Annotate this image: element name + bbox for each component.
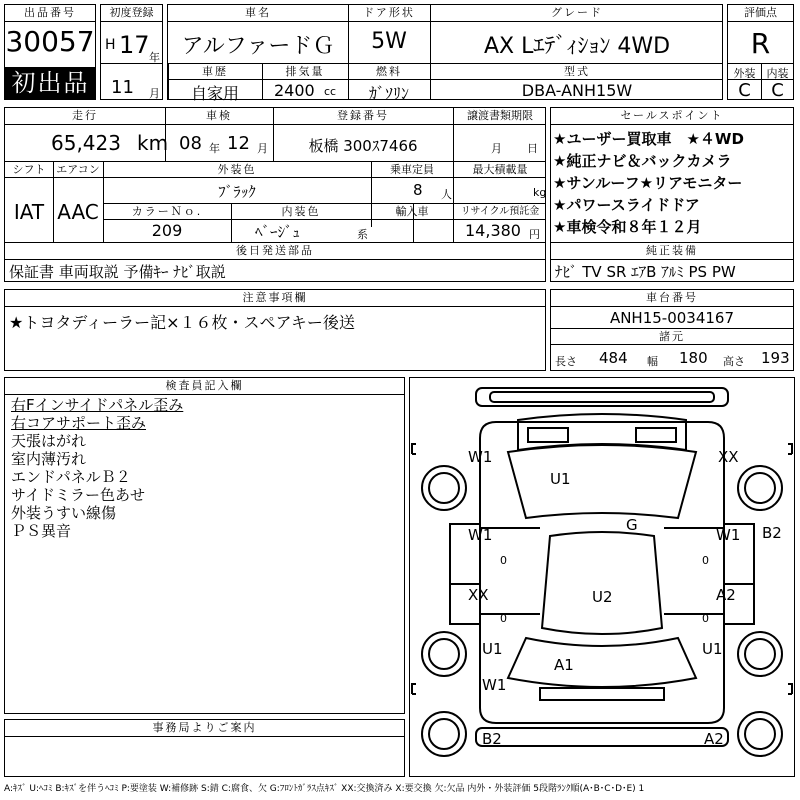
model: DBA-ANH15W (521, 81, 633, 100)
cautions-box (4, 289, 546, 371)
sales-point: ★パワースライドドア (553, 196, 700, 214)
later-parts-label: 後日発送部品 (5, 243, 545, 260)
cautions-label: 注意事項欄 (5, 290, 545, 307)
mark-u2-roof: U2 (592, 588, 613, 606)
mark-xx-left-rear-door: XX (468, 586, 489, 604)
mark-a1-rear-glass: A1 (554, 656, 574, 674)
spec-box (4, 107, 546, 243)
int-color-suffix: 系 (357, 228, 368, 241)
sales-point: ★ユーザー買取車 ★４WD (553, 130, 744, 148)
lot-label: 出品番号 (5, 5, 95, 22)
height: 193 (761, 349, 790, 367)
reg-no: 板橋 300ｽ7466 (308, 137, 418, 155)
equipment-text: ﾅﾋﾞ TV SR ｴｱB ｱﾙﾐ PS PW (555, 263, 736, 281)
mileage-unit: km (137, 131, 169, 155)
car-outline (410, 378, 794, 776)
ext-color-label: 外装色 (217, 163, 257, 176)
mark-b2-right-side: B2 (762, 524, 782, 542)
inspector-notes (11, 396, 183, 540)
lot-box (4, 4, 96, 100)
width: 180 (679, 349, 708, 367)
inspector-note: ＰＳ異音 (11, 522, 72, 540)
transfer-month: 月 (491, 142, 502, 155)
capacity: 8 (413, 181, 423, 199)
model-label: 型式 (564, 65, 590, 78)
grade: AX Lｴﾃﾞｨｼｮﾝ 4WD (483, 34, 671, 59)
mark-u1-right-rear: U1 (702, 640, 723, 658)
exterior-label: 外装 (733, 67, 756, 80)
fuel: ｶﾞｿﾘﾝ (368, 84, 409, 103)
transfer-day: 日 (527, 142, 538, 155)
mark-u1-hood: U1 (550, 470, 571, 488)
color-no: 209 (151, 221, 183, 240)
dims-label: 諸元 (659, 330, 685, 343)
interior-label: 内装 (766, 67, 789, 80)
era: H (105, 37, 116, 53)
shift: IAT (13, 200, 45, 224)
first-reg-box (100, 4, 163, 100)
cautions-text: ★トヨタディーラー記×１６枚・スペアキー後送 (9, 313, 355, 332)
mark-u1-left-rear: U1 (482, 640, 503, 658)
first-reg-year: 17 (119, 31, 150, 59)
inspection-label: 車検 (206, 109, 232, 122)
recycle-label: リサイクル預託金 (460, 206, 540, 217)
year-unit: 年 (149, 51, 160, 64)
inspector-box (4, 377, 405, 714)
history: 自家用 (190, 84, 239, 103)
capacity-label: 乗車定員 (390, 163, 434, 176)
mark-g-windshield: G (626, 516, 638, 534)
first-reg-month: 11 (111, 77, 134, 98)
int-color: ﾍﾞｰｼﾞｭ (255, 223, 301, 241)
insp-year: 08 (179, 133, 202, 154)
first-listing-badge: 初出品 (5, 67, 96, 100)
sales-point: ★車検令和８年１２月 (553, 218, 702, 236)
mark-b2-rear-left: B2 (482, 730, 502, 748)
equipment-label: 純正装備 (551, 243, 793, 260)
inspector-note: 右コアサポート歪み (11, 414, 147, 432)
first-reg-label: 初度登録 (101, 5, 162, 22)
import-label: 輸入車 (395, 205, 429, 218)
history-label: 車歴 (202, 65, 228, 78)
car-info-box (167, 4, 723, 103)
inspector-note: 天張はがれ (11, 432, 87, 450)
fuel-label: 燃料 (376, 65, 402, 78)
ext-color: ﾌﾞﾗｯｸ (218, 183, 256, 201)
car-diagram (409, 377, 795, 777)
mark-w1-left-quarter: W1 (482, 676, 507, 694)
inspector-note: 右Fインサイドパネル歪み (11, 396, 184, 414)
displacement-unit: cc (324, 85, 337, 98)
month-unit: 月 (149, 87, 160, 100)
mark-w1-front-left: W1 (468, 448, 493, 466)
office-label: 事務局よりご案内 (5, 720, 404, 737)
sales-points-list (553, 128, 744, 238)
score-box (727, 4, 794, 100)
later-parts-box (4, 242, 546, 282)
mark-w1-left-front-door: W1 (468, 526, 493, 544)
office-box (4, 719, 405, 777)
insp-month-unit: 月 (257, 142, 268, 155)
later-parts-text: 保証書 車両取説 予備ｷｰ ﾅﾋﾞ取説 (9, 263, 226, 281)
mark-zero: 0 (500, 554, 507, 567)
chassis-number: ANH15-0034167 (609, 309, 735, 327)
inspector-note: サイドミラー色あせ (11, 486, 145, 504)
width-label: 幅 (647, 355, 658, 368)
mark-xx-front-right: XX (718, 448, 739, 466)
insp-year-unit: 年 (209, 142, 220, 155)
score-label: 評価点 (728, 5, 793, 22)
sales-points-label: セールスポイント (551, 108, 793, 125)
equipment-box (550, 242, 794, 282)
displacement-label: 排気量 (285, 65, 325, 78)
max-load-unit: kg (533, 186, 547, 199)
sales-point: ★サンルーフ★リアモニター (553, 174, 743, 192)
door-label: ドア形状 (363, 6, 415, 19)
mileage: 65,423 (51, 131, 121, 155)
score: R (750, 27, 771, 60)
transfer-label: 譲渡書類期限 (467, 109, 533, 122)
capacity-unit: 人 (441, 188, 452, 201)
length-label: 長さ (555, 355, 577, 368)
car-name: アルファードＧ (181, 34, 335, 59)
inspector-note: 室内薄汚れ (11, 450, 87, 468)
mark-a2-right-rear-door: A2 (716, 586, 736, 604)
recycle: 14,380 (465, 221, 521, 240)
height-label: 高さ (723, 355, 745, 368)
inspector-note: 外装うすい線傷 (11, 504, 117, 522)
mark-zero: 0 (702, 554, 709, 567)
shift-label: シフト (12, 163, 46, 176)
chassis-box (550, 289, 794, 371)
color-no-label: カラーＮｏ. (131, 205, 203, 218)
chassis-label: 車台番号 (551, 290, 793, 307)
door-type: 5W (371, 29, 407, 54)
ac: AAC (57, 200, 99, 224)
grade-label: グレード (551, 6, 603, 19)
inspector-note: エンドパネルＢ２ (11, 468, 131, 486)
lot-number: 30057 (5, 25, 95, 58)
interior-grade: C (771, 80, 784, 101)
inspector-label: 検査員記入欄 (5, 378, 404, 395)
insp-month: 12 (227, 133, 250, 154)
int-color-label: 内装色 (281, 205, 321, 218)
mileage-label: 走行 (72, 109, 98, 122)
reg-no-label: 登録番号 (337, 109, 389, 122)
exterior-grade: C (738, 80, 751, 101)
mark-zero: 0 (702, 612, 709, 625)
max-load-label: 最大積載量 (472, 163, 528, 176)
sales-point: ★純正ナビ＆バックカメラ (553, 152, 732, 170)
recycle-unit: 円 (529, 228, 540, 241)
sales-points-box (550, 107, 794, 243)
mark-w1-right-front-door: W1 (716, 526, 741, 544)
mark-a2-rear-right: A2 (704, 730, 724, 748)
displacement: 2400 (274, 81, 315, 100)
legend: A:ｷｽﾞ U:ﾍｺﾐ B:ｷｽﾞを伴うﾍｺﾐ P:要塗装 W:補修跡 S:錆 C:腐食、欠 G:ﾌﾛﾝﾄｶﾞﾗｽ点ｷｽﾞ XX:交換済み X:要交換 欠:欠品 内外・外装評価 5段階ﾗﾝｸ順(A･B･C･D･E) 1 (4, 784, 645, 794)
car-name-label: 車名 (245, 6, 271, 19)
length: 484 (599, 349, 628, 367)
ac-label: エアコン (56, 163, 100, 176)
mark-zero: 0 (500, 612, 507, 625)
